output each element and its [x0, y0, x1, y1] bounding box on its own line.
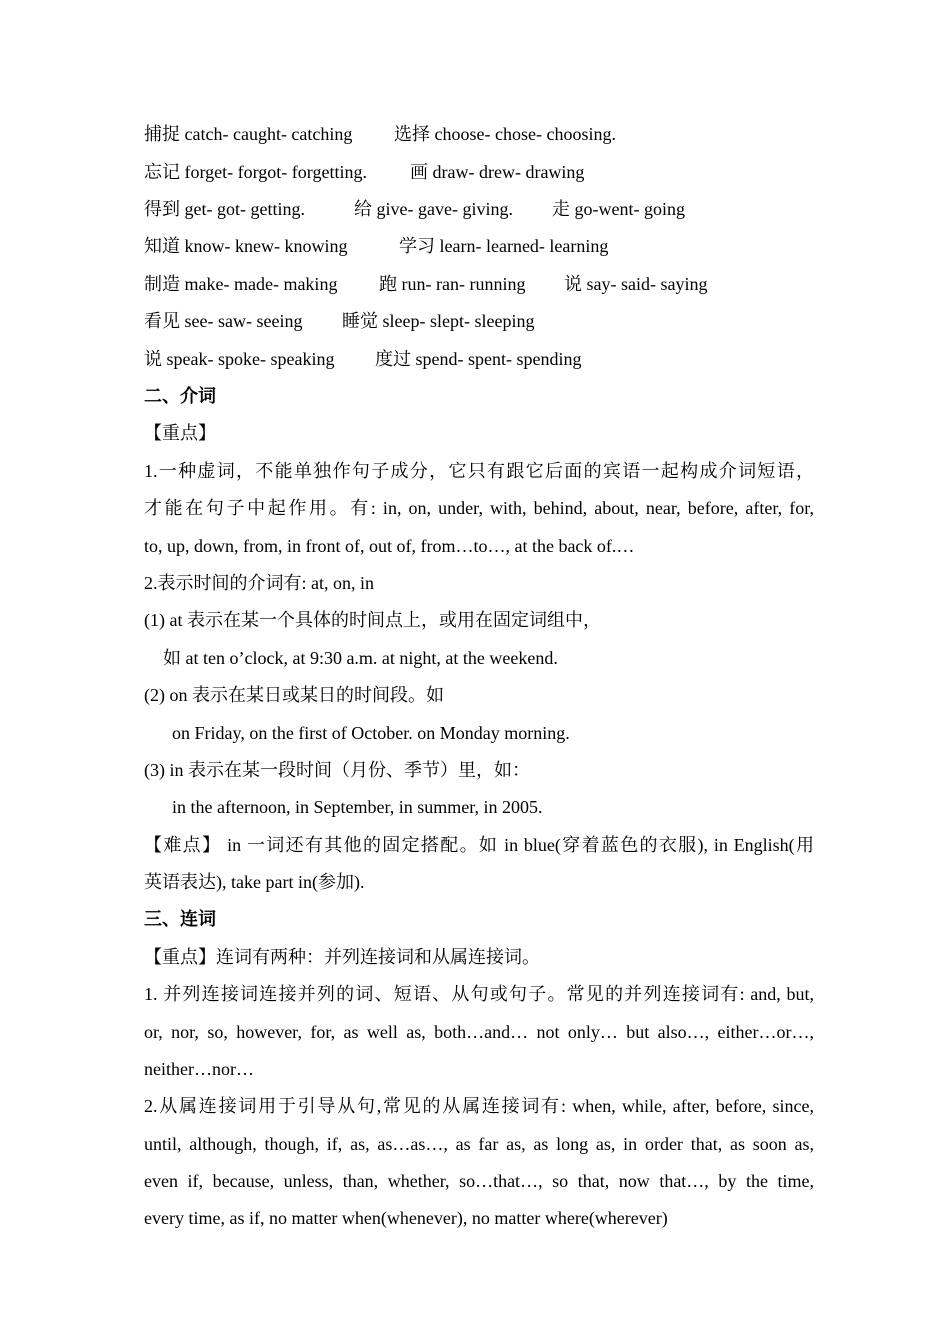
verb-entry: 选择 choose- chose- choosing. — [394, 124, 616, 144]
verb-entry: 给 give- gave- giving. — [354, 199, 513, 219]
conj-c1-line-3: neither…nor… — [144, 1059, 254, 1079]
verb-line-3 — [144, 197, 814, 221]
verb-line-2 — [144, 160, 814, 184]
verb-entry: 说 speak- spoke- speaking — [144, 349, 335, 369]
prep-at-example: 如 at ten o’clock, at 9:30 a.m. at night, at the weekend. — [163, 648, 558, 668]
verb-entry: 度过 spend- spent- spending — [375, 349, 582, 369]
conj-c2-line-2: until, although, though, if, as, as…as…, as far as, as long as, in order that, as soon as, — [144, 1134, 814, 1154]
verb-entry: 制造 make- made- making — [144, 274, 338, 294]
conj-c2-line-3: even if, because, unless, than, whether, so…that…, so that, now that…, by the time, — [144, 1171, 814, 1191]
prep-p1-line-3: to, up, down, from, in front of, out of, from…to…, at the back of.… — [144, 536, 635, 556]
verb-line-6 — [144, 309, 814, 333]
prep-p2: 2.表示时间的介词有: at, on, in — [144, 573, 374, 593]
prep-difficulty-line-1: 【难点】 in 一词还有其他的固定搭配。如 in blue(穿着蓝色的衣服), in English(用 — [144, 835, 814, 855]
conj-c1-line-1: 1. 并列连接词连接并列的词、短语、从句或句子。常见的并列连接词有: and, but, — [144, 984, 814, 1004]
conj-key-line: 【重点】连词有两种：并列连接词和从属连接词。 — [144, 947, 540, 967]
verb-entry: 看见 see- saw- seeing — [144, 311, 303, 331]
verb-line-1 — [144, 122, 814, 146]
verb-line-5 — [144, 272, 814, 296]
prep-on-rule: (2) on 表示在某日或某日的时间段。如 — [144, 685, 444, 705]
verb-entry: 走 go-went- going — [552, 199, 685, 219]
verb-entry: 跑 run- ran- running — [379, 274, 526, 294]
prep-in-rule: (3) in 表示在某一段时间（月份、季节）里，如： — [144, 760, 530, 780]
verb-entry: 学习 learn- learned- learning — [399, 236, 609, 256]
verb-entry: 忘记 forget- forgot- forgetting. — [144, 162, 367, 182]
prep-p1-line-1: 1.一种虚词，不能单独作句子成分，它只有跟它后面的宾语一起构成介词短语， — [144, 461, 814, 481]
conj-heading: 三、连词 — [144, 909, 216, 929]
verb-entry: 得到 get- got- getting. — [144, 199, 305, 219]
conj-c2-line-4: every time, as if, no matter when(whenever), no matter where(wherever) — [144, 1208, 668, 1228]
prep-at-rule: (1) at 表示在某一个具体的时间点上，或用在固定词组中， — [144, 610, 601, 630]
conj-c2-line-1: 2.从属连接词用于引导从句,常见的从属连接词有: when, while, after, before, since, — [144, 1096, 814, 1116]
prep-in-example: in the afternoon, in September, in summer, in 2005. — [172, 797, 543, 817]
verb-entry: 知道 know- knew- knowing — [144, 236, 348, 256]
prep-key-label: 【重点】 — [144, 423, 216, 443]
verb-entry: 捕捉 catch- caught- catching — [144, 124, 353, 144]
prep-difficulty-line-2: 英语表达), take part in(参加). — [144, 872, 365, 892]
prep-heading: 二、介词 — [144, 386, 216, 406]
prep-on-example: on Friday, on the first of October. on Monday morning. — [172, 723, 570, 743]
verb-line-7 — [144, 347, 814, 371]
verb-line-4 — [144, 234, 814, 258]
prep-p1-line-2: 才能在句子中起作用。有: in, on, under, with, behind, about, near, before, after, for, — [144, 498, 814, 518]
conj-c1-line-2: or, nor, so, however, for, as well as, both…and… not only… but also…, either…or…, — [144, 1022, 814, 1042]
verb-entry: 睡觉 sleep- slept- sleeping — [342, 311, 535, 331]
verb-entry: 画 draw- drew- drawing — [410, 162, 585, 182]
verb-entry: 说 say- said- saying — [564, 274, 708, 294]
